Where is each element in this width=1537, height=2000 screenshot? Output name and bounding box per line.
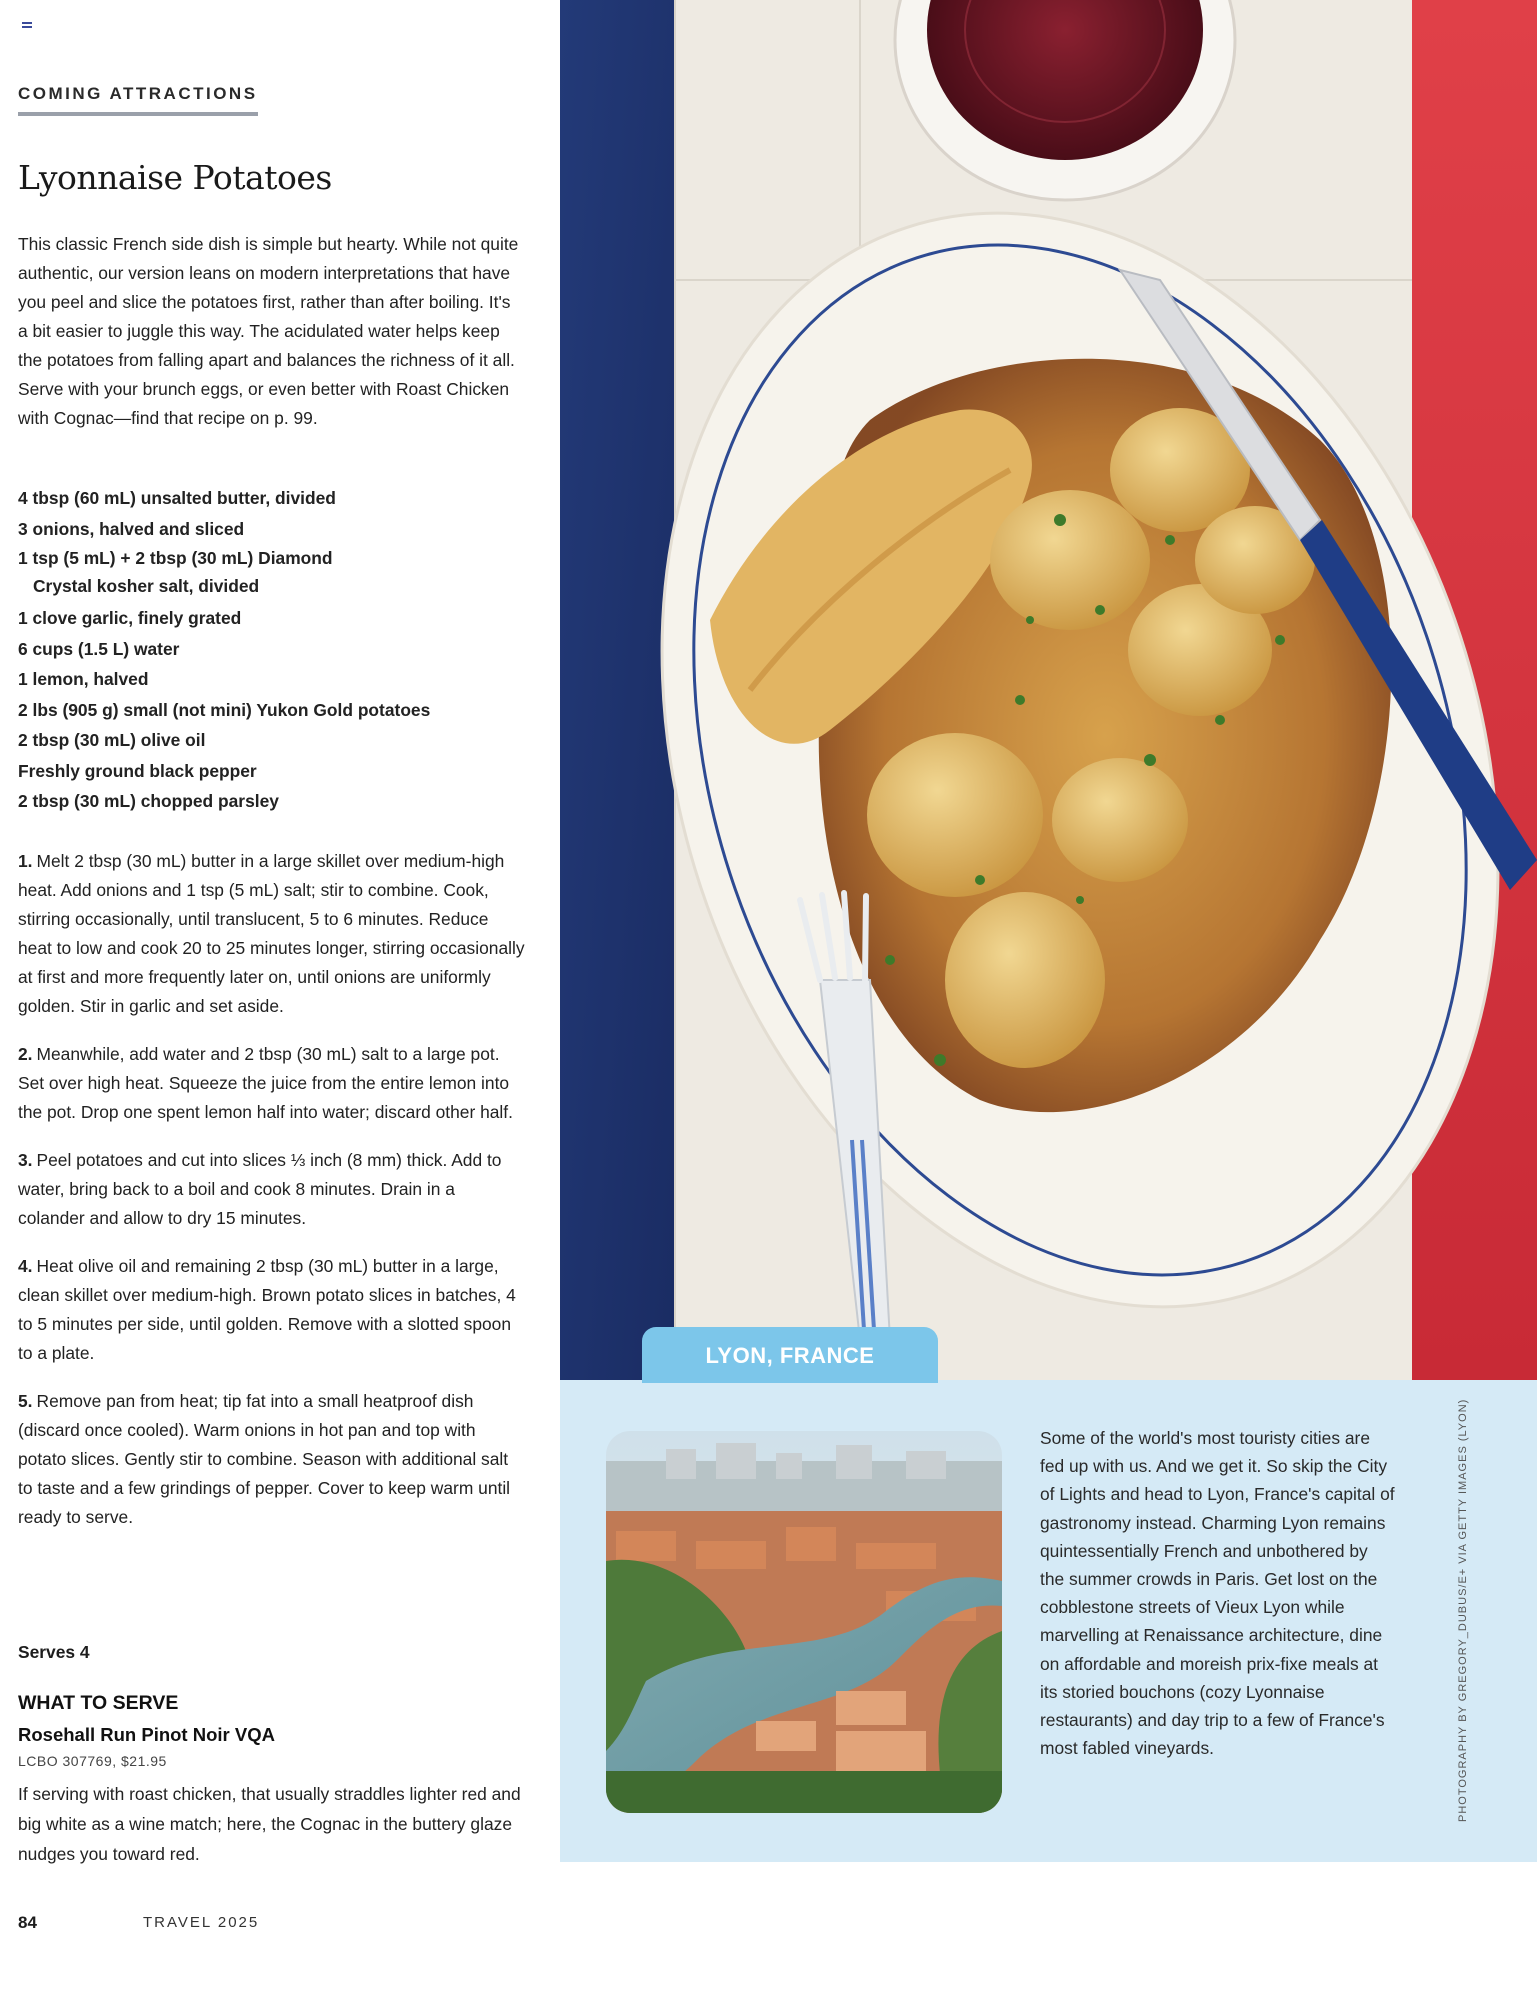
wine-note: If serving with roast chicken, that usually straddles lighter red and big white as a wine match; here, the Cognac in the buttery glaze nudges you toward red.: [18, 1784, 521, 1864]
page-number: 84: [18, 1913, 37, 1932]
recipe-intro: This classic French side dish is simple but hearty. While not quite authentic, our version leans on modern interpretations that have you peel and slice the potatoes first, rather than after boiling. It's a bit easier to juggle this way. The acidulated water helps keep the potatoes from falling apart and balances the richness of it all. Serve with your brunch eggs, or even better with Roast Chicken with Cognac—find that recipe on p. 99.: [18, 234, 519, 428]
issue-label: TRAVEL 2025: [143, 1914, 260, 1931]
menu-icon[interactable]: [22, 22, 32, 32]
step-number: 3.: [18, 1150, 33, 1170]
step-text: Heat olive oil and remaining 2 tbsp (30 mL) butter in a large, clean skillet over medium-high. Brown potato slices in batches, 4 to 5 minutes per side, until golden. Remove with a slotted spoon to a plate.: [18, 1256, 516, 1363]
step-text: Remove pan from heat; tip fat into a small heatproof dish (discard once cooled). Warm onions in hot pan and top with potato slices. Gently stir to combine. Season with additional salt to taste and a few grindings of pepper. Cover to keep warm until ready to serve.: [18, 1391, 511, 1527]
step-text: Peel potatoes and cut into slices ⅓ inch (8 mm) thick. Add to water, bring back to a boil and cook 8 minutes. Drain in a colander and allow to dry 15 minutes.: [18, 1150, 502, 1228]
ingredient-item: 1 clove garlic, finely grated: [18, 608, 242, 628]
step-text: Meanwhile, add water and 2 tbsp (30 mL) salt to a large pot. Set over high heat. Squeeze the juice from the entire lemon into the pot. Drop one spent lemon half into water; discard other half.: [18, 1044, 513, 1122]
ingredient-item: 3 onions, halved and sliced: [18, 518, 245, 539]
step-number: 1.: [18, 851, 33, 871]
potato-slice: [867, 733, 1043, 897]
method-steps: [18, 847, 526, 1551]
method-step: [18, 1387, 526, 1532]
method-step: [18, 1040, 526, 1127]
ingredient-item: 1 tsp (5 mL) + 2 tbsp (30 mL) Diamond Crystal kosher salt, divided: [18, 548, 333, 596]
destination-tab: LYON, FRANCE: [642, 1327, 938, 1383]
ingredient-item: 2 tbsp (30 mL) chopped parsley: [18, 791, 279, 811]
dish-photo-illustration: [560, 0, 1537, 1380]
ingredient-item: Freshly ground black pepper: [18, 760, 257, 781]
ingredient-item: 6 cups (1.5 L) water: [18, 638, 180, 659]
lyon-photo: [606, 1431, 1002, 1813]
potato-slice: [990, 490, 1150, 630]
method-step: [18, 1252, 526, 1368]
destination-text: Some of the world's most touristy cities are fed up with us. And we get it. So skip the City of Lights and head to Lyon, France's capital of gastronomy instead. Charming Lyon remains quintessentially French and unbothered by the summer crowds in Paris. Get lost on the cobblestone streets of Vieux Lyon while marvelling at Renaissance architecture, dine on affordable and moreish prix-fixe meals at its storied bouchons (cozy Lyonnaise restaurants) and day trip to a few of France's most fabled vineyards.: [1040, 1428, 1395, 1759]
recipe-title: Lyonnaise Potatoes: [18, 158, 332, 197]
wine-name: Rosehall Run Pinot Noir VQA: [18, 1724, 275, 1745]
lyon-photo-illustration: [606, 1431, 1002, 1813]
ingredient-item: 2 tbsp (30 mL) olive oil: [18, 730, 206, 750]
recipe-column: [0, 0, 560, 2000]
wine-details: LCBO 307769, $21.95: [18, 1753, 167, 1769]
potato-slice: [1052, 758, 1188, 882]
potato-slice: [945, 892, 1105, 1068]
blue-tablecloth: [560, 0, 675, 1380]
ingredient-list: [18, 483, 518, 817]
step-number: 5.: [18, 1391, 33, 1411]
photo-credit: PHOTOGRAPHY BY GREGORY_DUBUS/E+ VIA GETTY IMAGES (LYON): [1457, 1398, 1469, 1822]
ingredient-item: 1 lemon, halved: [18, 669, 149, 689]
step-number: 4.: [18, 1256, 33, 1276]
step-text: Melt 2 tbsp (30 mL) butter in a large skillet over medium-high heat. Add onions and 1 tsp (5 mL) salt; stir to combine. Cook, stirring occasionally, until translucent, 5 to 6 minutes. Reduce heat to low and cook 20 to 25 minutes longer, stirring occasionally at first and more frequently later on, until onions are uniformly golden. Stir in garlic and set aside.: [18, 851, 525, 1016]
method-step: [18, 847, 526, 1021]
step-number: 2.: [18, 1044, 33, 1064]
what-to-serve-heading: WHAT TO SERVE: [18, 1692, 179, 1714]
dish-photo: [560, 0, 1537, 1380]
ingredient-item: 4 tbsp (60 mL) unsalted butter, divided: [18, 488, 336, 508]
section-label: COMING ATTRACTIONS: [18, 84, 258, 116]
serves: Serves 4: [18, 1642, 90, 1662]
method-step: [18, 1146, 526, 1233]
ingredient-item: 2 lbs (905 g) small (not mini) Yukon Gold potatoes: [18, 699, 431, 720]
